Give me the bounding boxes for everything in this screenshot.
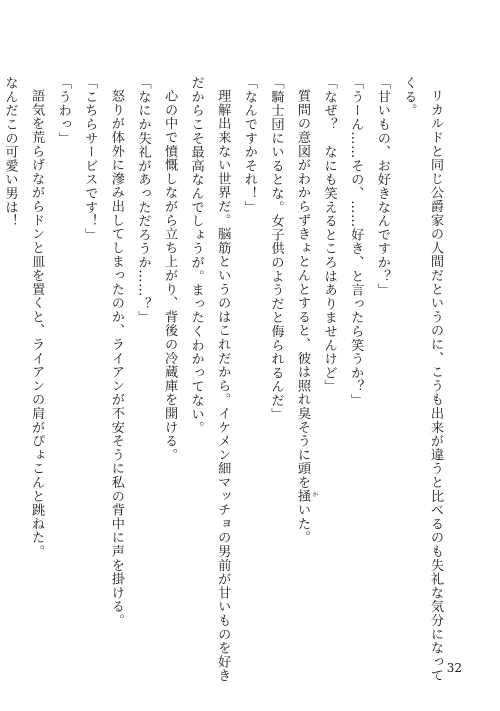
text-line: 「うわっ」	[55, 76, 71, 145]
text-line: 「なぜ？ なにも笑えるところはありませんけど」	[321, 76, 337, 394]
text-line: だからこそ最高なんでしょうが。まったくわかってない。	[188, 76, 204, 435]
text-line: 理解出来ない世界だ。脳筋というのはこれだから。イケメン細マッチョの男前が甘いものを好き	[215, 89, 231, 683]
text-line: なんだこの可愛い男は！	[2, 76, 18, 228]
text-line: 「なんですかそれ！」	[241, 76, 257, 214]
text-line: 「うーん……その、……好き、と言ったら笑うか？」	[348, 76, 364, 408]
text-line: 「甘いもの、お好きなんですか？」	[374, 76, 390, 297]
text-line: 心の中で憤慨しながら立ち上がり、背後の冷蔵庫を開ける。	[162, 89, 178, 462]
text-line: くる。	[401, 76, 417, 118]
text-line: 語気を荒らげながらドンと皿を置くと、ライアンの肩がぴょこんと跳ねた。	[29, 89, 45, 559]
text-line: 「なにか失礼があっただろうか……？」	[135, 76, 151, 325]
text-line: 怒りが体外に滲み出してしまったのか、ライアンが不安そうに私の背中に声を掛ける。	[108, 89, 124, 628]
text-line: 「こちらサービスです！」	[82, 76, 98, 242]
text-line: 「騎士団にいるとな。女子供のようだと侮られるんだ」	[268, 76, 284, 421]
text-line: リカルドと同じ公爵家の人間だというのに、こうも出来が違うと比べるのも失礼な気分になって	[428, 89, 443, 683]
vertical-text-body	[0, 76, 448, 683]
text-line: 質問の意図がわからずきょとんとすると、彼は照れ臭そうに頭を掻 か いた。	[295, 89, 319, 545]
page-number: 32	[446, 661, 462, 675]
ruby-base: 掻 か	[295, 489, 319, 504]
ruby-annotation: か	[311, 491, 319, 498]
